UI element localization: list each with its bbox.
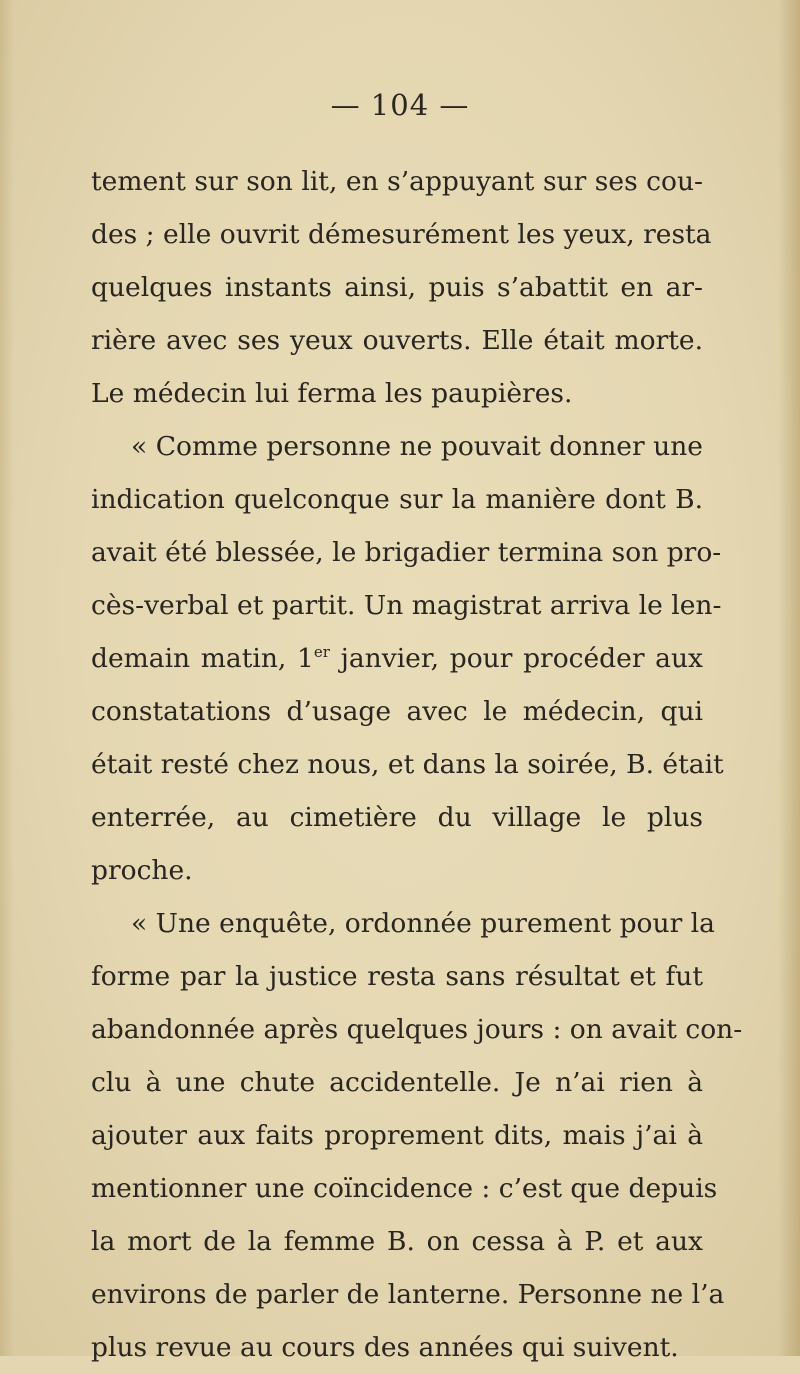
text-line: « Une enquête, ordonnée purement pour la	[131, 908, 715, 939]
text-line: des ; elle ouvrit démesurément les yeux, resta	[91, 219, 712, 250]
page-number: — 104 —	[330, 88, 470, 122]
text-line	[91, 632, 703, 685]
text-line: constatations d’usage avec le médecin, qui	[91, 696, 703, 727]
text-line-end: janvier, pour procéder aux	[329, 643, 703, 674]
text-line: clu à une chute accidentelle. Je n’ai rien à	[91, 1067, 703, 1098]
body-text	[91, 155, 743, 1374]
text-line: avait été blessée, le brigadier termina son pro-	[91, 537, 722, 568]
text-line: environs de parler de lanterne. Personne ne l’a	[91, 1279, 725, 1310]
text-line: quelques instants ainsi, puis s’abattit en ar-	[91, 272, 703, 303]
text-line: mentionner une coïncidence : c’est que depuis	[91, 1173, 718, 1204]
text-line: forme par la justice resta sans résultat et fut	[91, 961, 703, 992]
text-line: tement sur son lit, en s’appuyant sur ses cou-	[91, 166, 703, 197]
ordinal-superscript: er	[313, 643, 330, 662]
page-edge-right	[778, 0, 800, 1356]
text-line: indication quelconque sur la manière dont B.	[91, 484, 703, 515]
text-line-start: demain matin, 1	[91, 643, 314, 674]
text-line: proche.	[91, 855, 193, 886]
text-line: Le médecin lui ferma les paupières.	[91, 378, 573, 409]
text-line: la mort de la femme B. on cessa à P. et aux	[91, 1226, 703, 1257]
text-line: « Comme personne ne pouvait donner une	[131, 431, 703, 462]
text-line: cès-verbal et partit. Un magistrat arriva le len-	[91, 590, 722, 621]
text-line: abandonnée après quelques jours : on avait con-	[91, 1014, 743, 1045]
page-edge-left	[0, 0, 14, 1356]
text-line: était resté chez nous, et dans la soirée, B. était	[91, 749, 724, 780]
text-line: plus revue au cours des années qui suivent.	[91, 1332, 679, 1363]
text-line: rière avec ses yeux ouverts. Elle était morte.	[91, 325, 703, 356]
text-line: enterrée, au cimetière du village le plus	[91, 802, 703, 833]
text-line: ajouter aux faits proprement dits, mais j’ai à	[91, 1120, 703, 1151]
